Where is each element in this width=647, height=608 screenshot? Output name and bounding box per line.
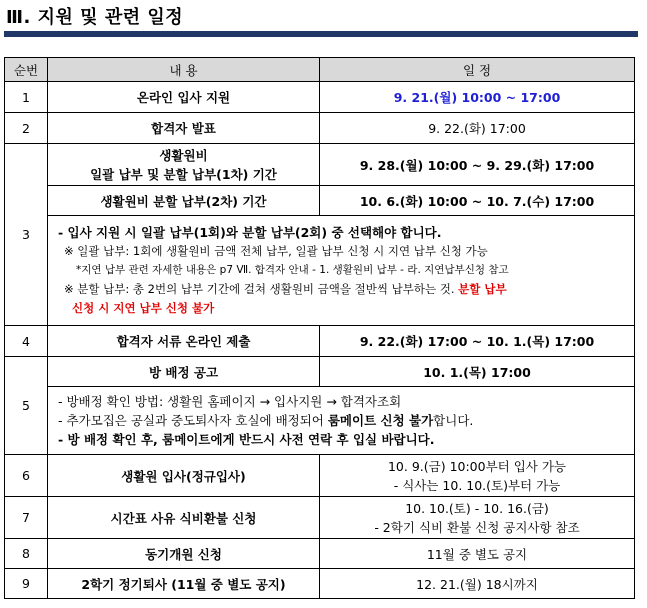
row-number: 7 (5, 497, 48, 539)
note-highlight: 분할 납부 (458, 282, 507, 296)
table-row (5, 144, 635, 186)
row-item-line: 일괄 납부 및 분할 납부(1차) 기간 (90, 166, 277, 182)
note-line: - 방배정 확인 방법: 생활원 홈페이지 → 입사지원 → 합격자조회 (58, 394, 402, 409)
note-line: - 방 배정 확인 후, 룸메이트에게 반드시 사전 연락 후 입실 바랍니다. (58, 432, 435, 447)
table-row (5, 497, 635, 539)
header-date: 일 정 (320, 58, 635, 82)
note-line: *지연 납부 관련 자세한 내용은 p7 Ⅶ. 합격자 안내 - 1. 생활원비 납부 - 라. 지연납부신청 참고 (76, 264, 509, 276)
row-date-line: 10. 9.(금) 10:00부터 입사 가능 (387, 458, 566, 474)
row-date: 9. 28.(월) 10:00 ~ 9. 29.(화) 17:00 (320, 144, 635, 186)
table-row (5, 569, 635, 599)
header-item: 내 용 (48, 58, 320, 82)
row-item (48, 144, 320, 186)
table-row (5, 113, 635, 144)
row-item-line: 생활원비 (159, 147, 208, 163)
row-number: 9 (5, 569, 48, 599)
row-number: 2 (5, 113, 48, 144)
row-number: 1 (5, 82, 48, 113)
table-row (5, 326, 635, 357)
table-row-note (5, 387, 635, 455)
row-item: 합격자 발표 (48, 113, 320, 144)
note-line: - 입사 지원 시 일괄 납부(1회)와 분할 납부(2회) 중 선택해야 합니다. (58, 225, 442, 240)
table-row (5, 539, 635, 569)
row-number: 3 (5, 144, 48, 326)
row-date-line: - 2학기 식비 환불 신청 공지사항 참조 (374, 519, 580, 535)
row-date (320, 455, 635, 497)
row-date: 12. 21.(월) 18시까지 (320, 569, 635, 599)
row-date: 9. 22.(화) 17:00 (320, 113, 635, 144)
row-date (320, 497, 635, 539)
table-header-row (5, 58, 635, 82)
row-date: 9. 22.(화) 17:00 ~ 10. 1.(목) 17:00 (320, 326, 635, 357)
row-date: 10. 1.(목) 17:00 (320, 357, 635, 387)
row-number: 5 (5, 357, 48, 455)
row-date: 11월 중 별도 공지 (320, 539, 635, 569)
row-item: 2학기 정기퇴사 (11월 중 별도 공지) (48, 569, 320, 599)
note-line: ※ 일괄 납부: 1회에 생활원비 금액 전체 납부, 일괄 납부 신청 시 지연 납부 신청 가능 (64, 244, 488, 258)
schedule-table (4, 57, 635, 599)
table-row (5, 455, 635, 497)
row-date-line: 10. 10.(토) - 10. 16.(금) (405, 500, 549, 516)
note-text: - 추가모집은 공실과 중도퇴사자 호실에 배정되어 (58, 413, 328, 428)
note-highlight: 신청 시 지연 납부 신청 불가 (72, 301, 215, 315)
row-number: 8 (5, 539, 48, 569)
row-item: 온라인 입사 지원 (48, 82, 320, 113)
note-cell (48, 216, 635, 326)
row-item: 합격자 서류 온라인 제출 (48, 326, 320, 357)
note-cell (48, 387, 635, 455)
row-item: 시간표 사유 식비환불 신청 (48, 497, 320, 539)
title-underline-bar (4, 31, 638, 37)
row-date: 10. 6.(화) 10:00 ~ 10. 7.(수) 17:00 (320, 186, 635, 216)
row-date: 9. 21.(월) 10:00 ~ 17:00 (320, 82, 635, 113)
row-item: 생활원 입사(정규입사) (48, 455, 320, 497)
note-line (58, 280, 626, 299)
row-item: 생활원비 분할 납부(2차) 기간 (48, 186, 320, 216)
row-number: 4 (5, 326, 48, 357)
header-no: 순번 (5, 58, 48, 82)
note-text: 합니다. (433, 413, 474, 428)
row-item: 동기개원 신청 (48, 539, 320, 569)
note-emphasis: 룸메이트 신청 불가 (327, 413, 434, 428)
table-row (5, 357, 635, 387)
note-line (58, 411, 626, 430)
table-row-note (5, 216, 635, 326)
table-row (5, 186, 635, 216)
table-row (5, 82, 635, 113)
section-title: Ⅲ. 지원 및 관련 일정 (6, 7, 184, 28)
row-item: 방 배정 공고 (48, 357, 320, 387)
note-text: ※ 분할 납부: 총 2번의 납부 기간에 걸쳐 생활원비 금액을 절반씩 납부하는 것. (64, 282, 455, 296)
row-number: 6 (5, 455, 48, 497)
row-date-line: - 식사는 10. 10.(토)부터 가능 (393, 477, 561, 493)
